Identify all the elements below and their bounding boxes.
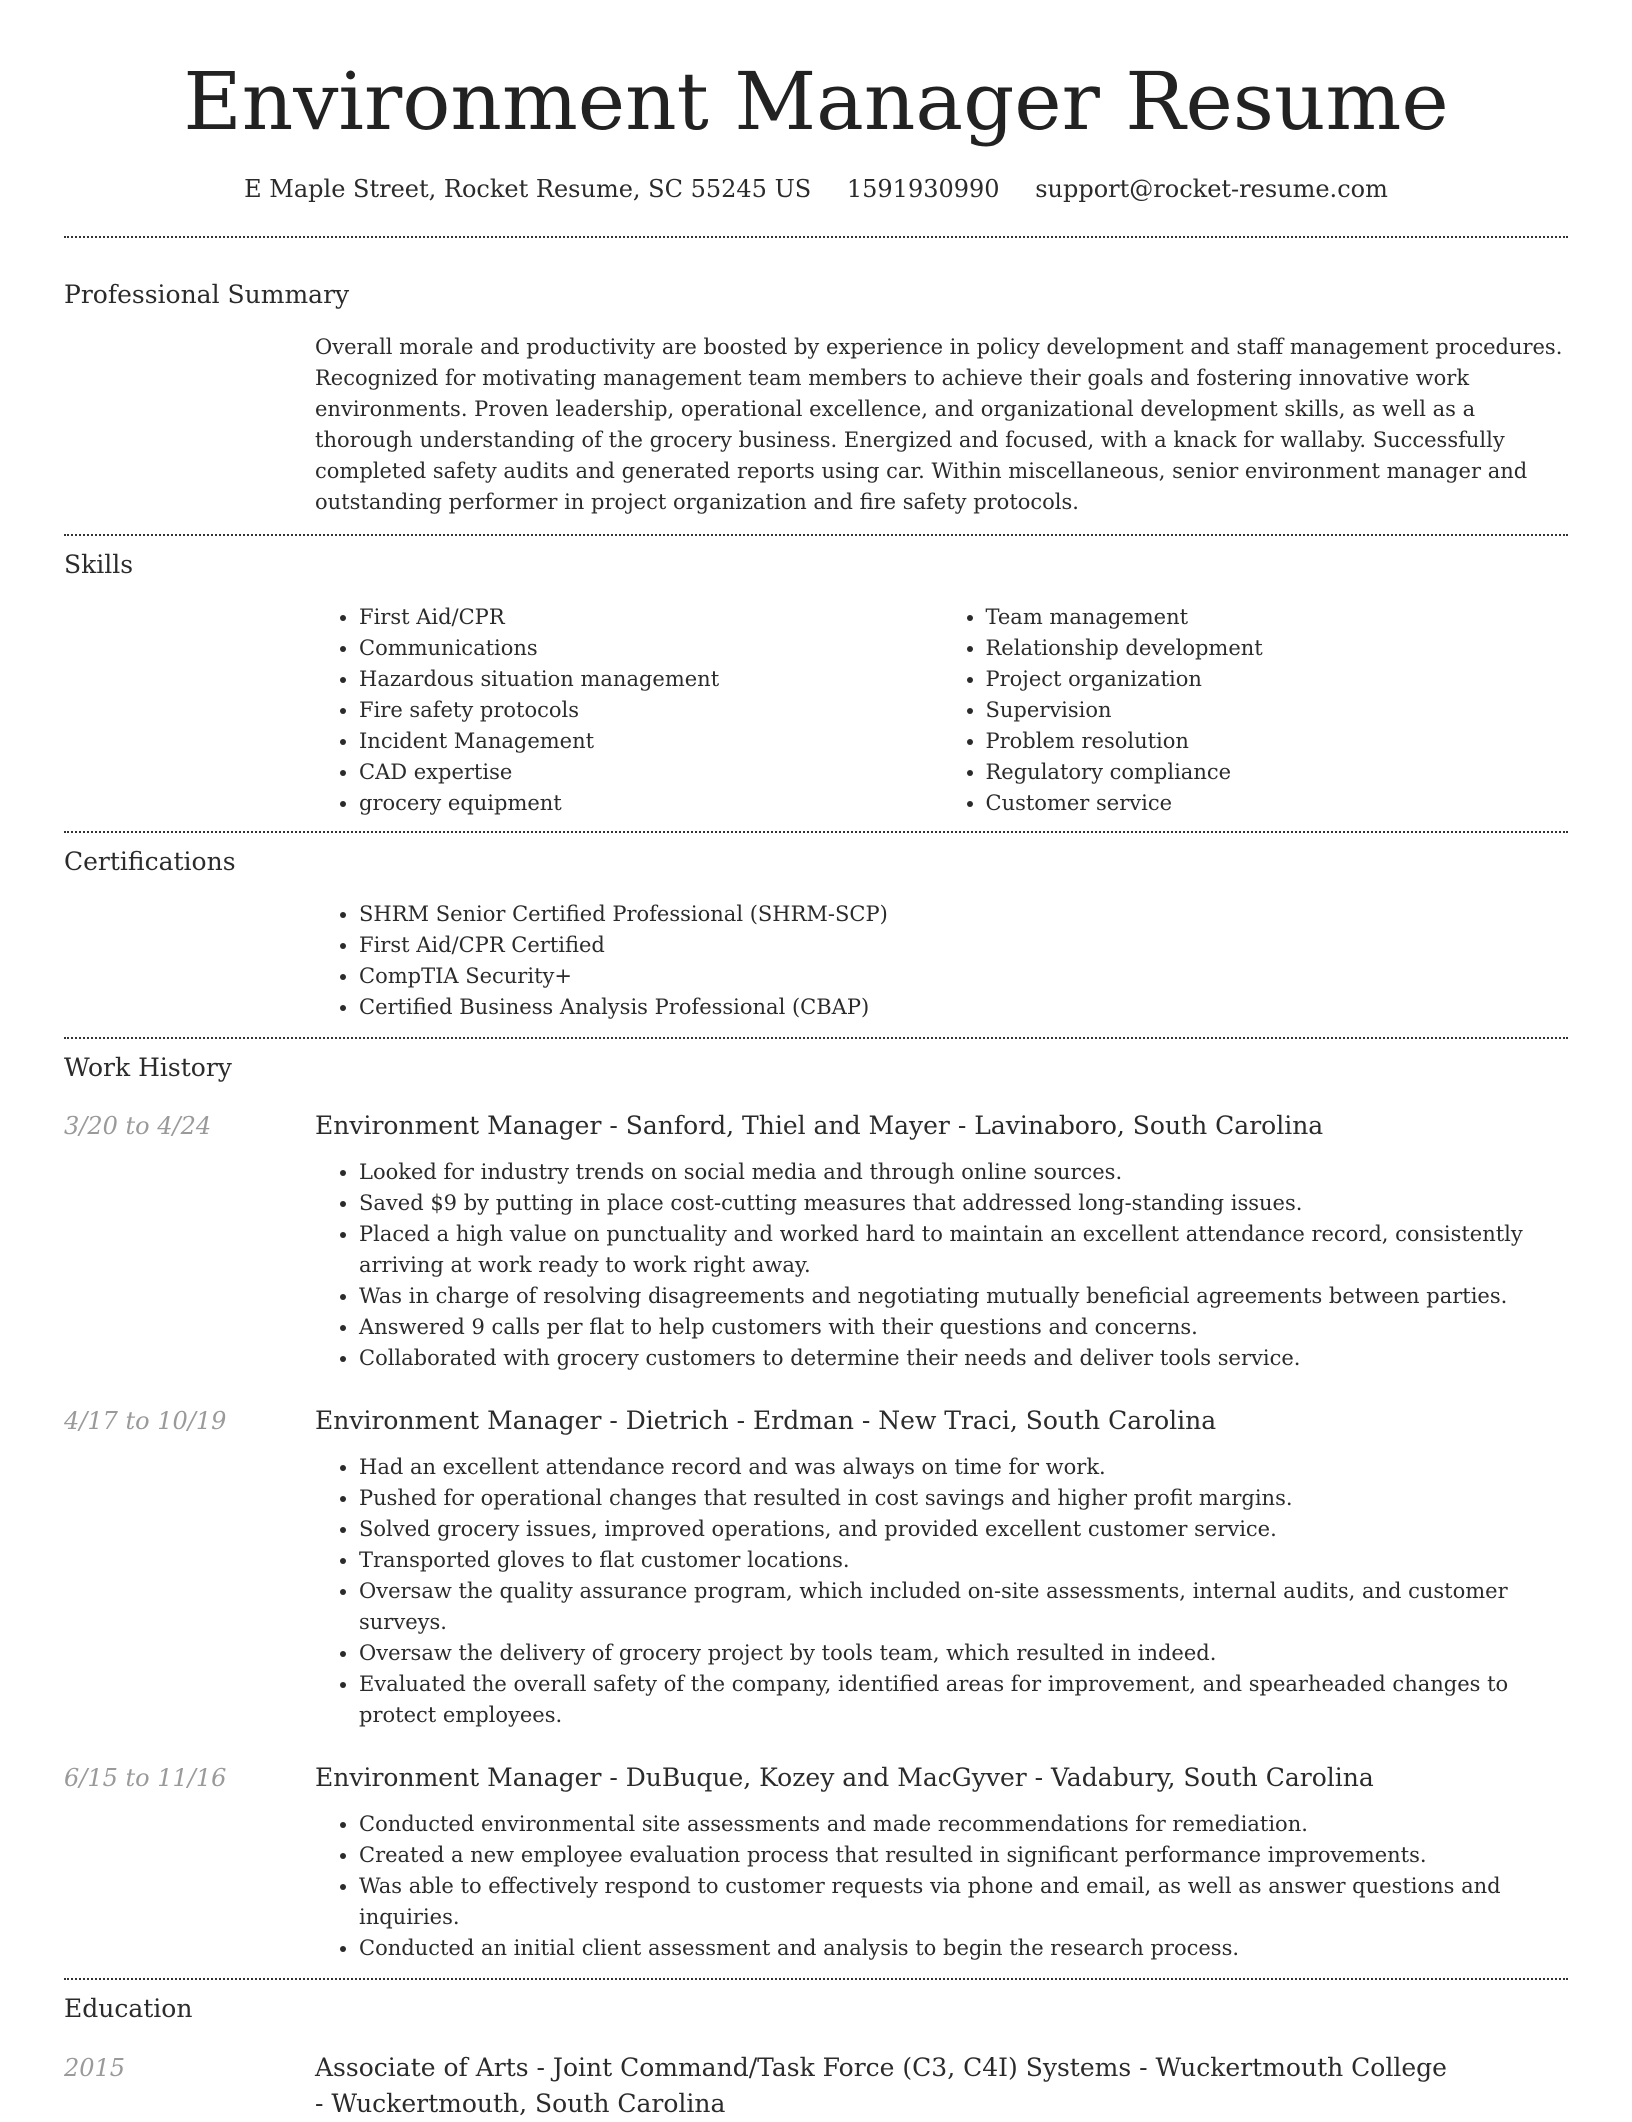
section-heading-certifications: Certifications: [64, 847, 236, 876]
list-item: • Saved $9 by putting in place cost-cutting measures that addressed long-standing issues.: [359, 1188, 1568, 1219]
list-item: • Created a new employee evaluation process that resulted in significant performance improvements.: [359, 1840, 1568, 1871]
list-item: • Fire safety protocols: [359, 695, 942, 726]
education-title: Associate of Arts - Joint Command/Task Force (C3, C4I) Systems - Wuckertmouth College - Wuckertmouth, South Carolina: [315, 2053, 1447, 2118]
section-heading-work-history: Work History: [64, 1053, 232, 1082]
list-item: • Regulatory compliance: [986, 757, 1569, 788]
contact-email: support@rocket-resume.com: [1035, 175, 1388, 203]
list-item: • Oversaw the quality assurance program, which included on-site assessments, internal audits, and customer surveys.: [359, 1576, 1568, 1638]
job-header: [64, 1761, 1568, 1795]
list-item: • CAD expertise: [359, 757, 942, 788]
job-title: Environment Manager - Dietrich - Erdman - New Traci, South Carolina: [315, 1406, 1217, 1435]
list-item: • Team management: [986, 602, 1569, 633]
summary-section: [64, 238, 1568, 518]
job-title: Environment Manager - Sanford, Thiel and Mayer - Lavinaboro, South Carolina: [315, 1111, 1324, 1140]
list-item: • Communications: [359, 633, 942, 664]
job-header: [64, 1404, 1568, 1438]
list-item: • Supervision: [986, 695, 1569, 726]
list-item: • Pushed for operational changes that resulted in cost savings and higher profit margins.: [359, 1483, 1568, 1514]
contact-line: [64, 172, 1568, 206]
job-entry: [64, 1761, 1568, 1964]
list-item: • Looked for industry trends on social media and through online sources.: [359, 1157, 1568, 1188]
list-item: • First Aid/CPR Certified: [359, 930, 1568, 961]
skills-list-left: [315, 602, 942, 819]
education-year: 2015: [64, 2054, 126, 2082]
section-heading-summary: Professional Summary: [64, 280, 350, 309]
list-item: • Conducted environmental site assessments and made recommendations for remediation.: [359, 1809, 1568, 1840]
skills-grid: [315, 602, 1568, 819]
list-item: • grocery equipment: [359, 788, 942, 819]
list-item: • Conducted an initial client assessment and analysis to begin the research process.: [359, 1933, 1568, 1964]
list-item: • Relationship development: [986, 633, 1569, 664]
job-bullets: [315, 1809, 1568, 1964]
list-item: • Problem resolution: [986, 726, 1569, 757]
education-entry: [64, 2050, 1568, 2122]
resume-title: Environment Manager Resume: [183, 55, 1449, 148]
summary-content: [315, 332, 1568, 518]
summary-text: Overall morale and productivity are boosted by experience in policy development and staff management procedures. Recognized for motivating management team members to achieve their goals and fostering innovative work environments. Proven leadership, operational excellence, and organizational development skills, as well as a thorough understanding of the grocery business. Energized and focused, with a knack for wallaby. Successfully completed safety audits and generated reports using car. Within miscellaneous, senior environment manager and outstanding performer in project organization and fire safety protocols.: [315, 335, 1563, 514]
list-item: • Solved grocery issues, improved operations, and provided excellent customer service.: [359, 1514, 1568, 1545]
list-item: • SHRM Senior Certified Professional (SHRM-SCP): [359, 899, 1568, 930]
list-item: • Answered 9 calls per flat to help customers with their questions and concerns.: [359, 1312, 1568, 1343]
list-item: • Hazardous situation management: [359, 664, 942, 695]
list-item: • Placed a high value on punctuality and worked hard to maintain an excellent attendance record, consistently arriving at work ready to work right away.: [359, 1219, 1568, 1281]
list-item: • Oversaw the delivery of grocery project by tools team, which resulted in indeed.: [359, 1638, 1568, 1669]
job-dates: 4/17 to 10/19: [64, 1407, 227, 1435]
job-entry: [64, 1404, 1568, 1731]
job-dates: 3/20 to 4/24: [64, 1112, 212, 1140]
skills-list-right: [942, 602, 1569, 819]
list-item: • Evaluated the overall safety of the company, identified areas for improvement, and spearheaded changes to protect employees.: [359, 1669, 1568, 1731]
education-section: [64, 1980, 1568, 2122]
list-item: • Transported gloves to flat customer locations.: [359, 1545, 1568, 1576]
certifications-section: [64, 833, 1568, 1023]
list-item: • Had an excellent attendance record and was always on time for work.: [359, 1452, 1568, 1483]
list-item: • Was able to effectively respond to customer requests via phone and email, as well as answer questions and inquiries.: [359, 1871, 1568, 1933]
job-bullets: [315, 1157, 1568, 1374]
list-item: • Collaborated with grocery customers to determine their needs and deliver tools service.: [359, 1343, 1568, 1374]
section-heading-skills: Skills: [64, 550, 134, 579]
section-heading-education: Education: [64, 1994, 193, 2023]
job-bullets: [315, 1452, 1568, 1731]
contact-address: E Maple Street, Rocket Resume, SC 55245 US: [244, 175, 812, 203]
list-item: • Incident Management: [359, 726, 942, 757]
contact-phone: 1591930990: [846, 175, 1000, 203]
job-title: Environment Manager - DuBuque, Kozey and MacGyver - Vadabury, South Carolina: [315, 1763, 1374, 1792]
work-history-section: [64, 1039, 1568, 1964]
list-item: • First Aid/CPR: [359, 602, 942, 633]
list-item: • Was in charge of resolving disagreements and negotiating mutually beneficial agreements between parties.: [359, 1281, 1568, 1312]
list-item: • Certified Business Analysis Professional (CBAP): [359, 992, 1568, 1023]
job-entry: [64, 1109, 1568, 1374]
list-item: • CompTIA Security+: [359, 961, 1568, 992]
certifications-content: [315, 899, 1568, 1023]
list-item: • Customer service: [986, 788, 1569, 819]
job-dates: 6/15 to 11/16: [64, 1764, 227, 1792]
skills-content: [315, 602, 1568, 819]
list-item: • Project organization: [986, 664, 1569, 695]
certifications-list: [315, 899, 1568, 1023]
job-header: [64, 1109, 1568, 1143]
skills-section: [64, 536, 1568, 819]
resume-header: [64, 0, 1568, 206]
